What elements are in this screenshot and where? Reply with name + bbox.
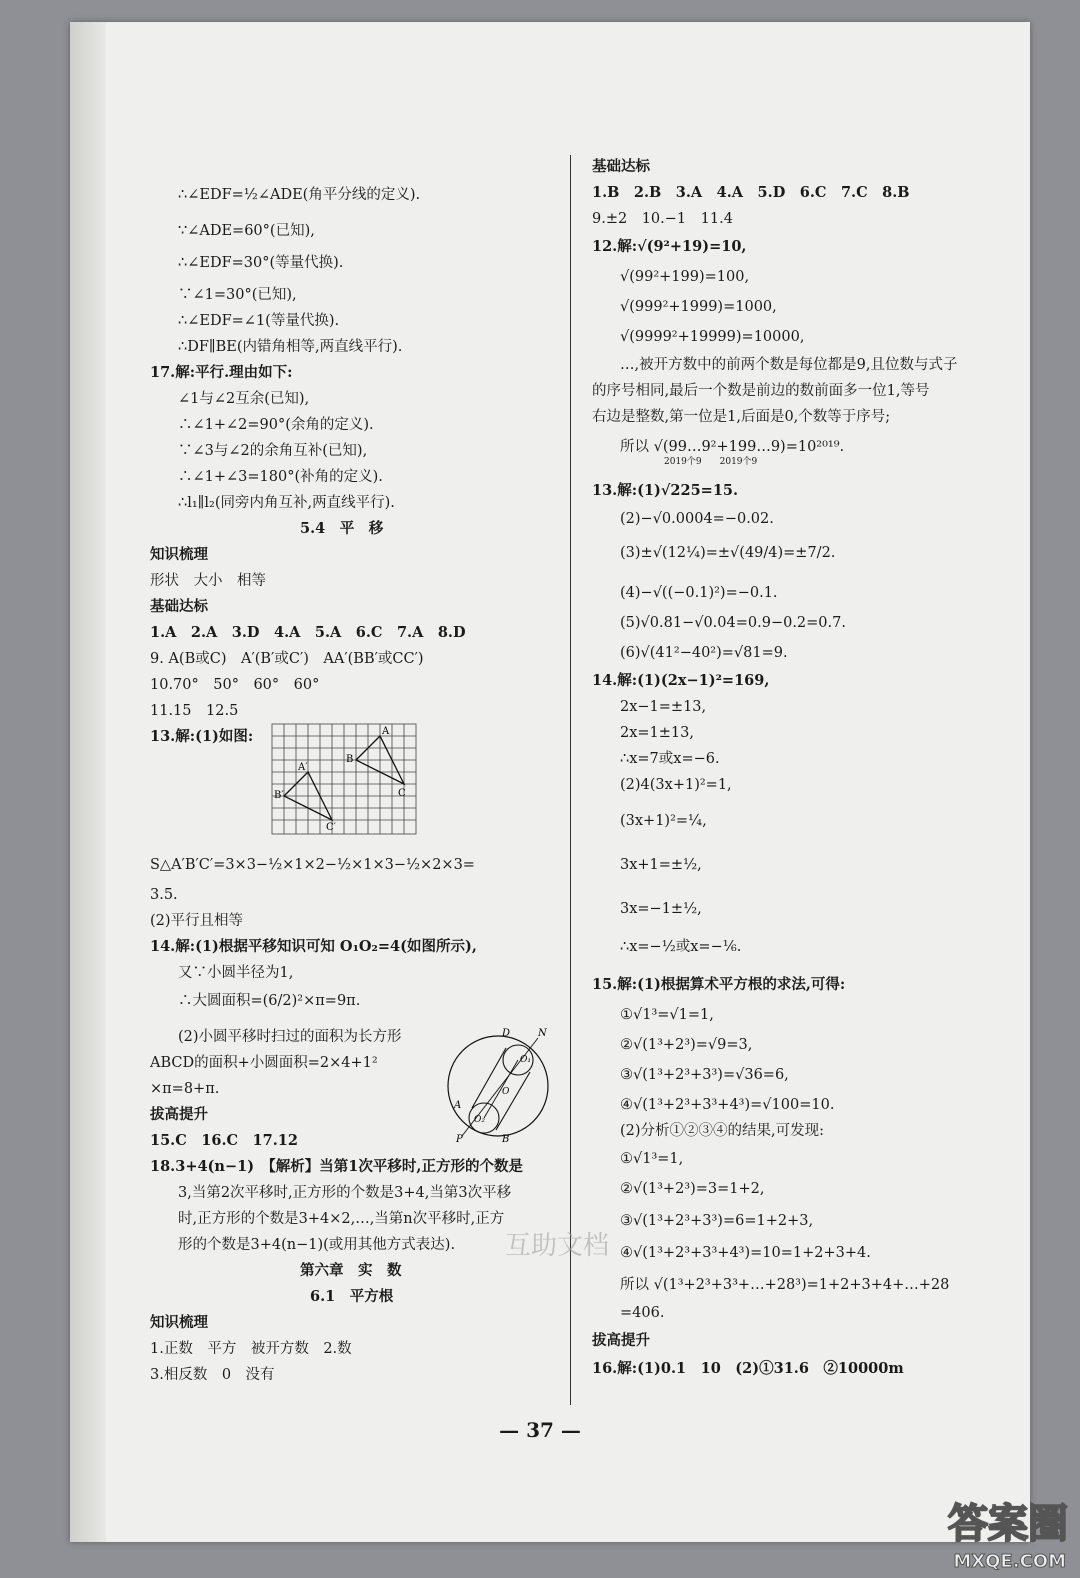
line: ④√(1³+2³+3³+4³)=10=1+2+3+4. <box>620 1245 871 1261</box>
line: ∴∠1+∠3=180°(补角的定义). <box>178 469 383 485</box>
section-title: 5.4 平 移 <box>300 520 384 537</box>
line: 18.3+4(n−1) 【解析】当第1次平移时,正方形的个数是 <box>150 1158 523 1175</box>
line: 的序号相同,最后一个数是前边的数前面多一位1,等号 <box>592 383 930 399</box>
line: 3x=−1±½, <box>620 901 702 917</box>
line: 所以 √(1³+2³+3³+…+28³)=1+2+3+4+…+28 <box>620 1277 950 1293</box>
line: ∠1与∠2互余(已知), <box>178 391 310 407</box>
line: 所以 √(99…9²+199…9)=10²⁰¹⁹. <box>620 439 845 455</box>
subheading: 知识梳理 <box>150 546 208 563</box>
label-o: O <box>502 1087 510 1097</box>
line: 3,当第2次平移时,正方形的个数是3+4,当第3次平移 <box>178 1185 512 1201</box>
line: (2)平行且相等 <box>150 913 244 929</box>
line: ①√1³=√1=1, <box>620 1007 714 1023</box>
label-b: B <box>346 754 354 765</box>
subheading: 拔高提升 <box>150 1106 208 1123</box>
line: ∴∠1+∠2=90°(余角的定义). <box>178 417 374 433</box>
logo-text: 答案圈 <box>948 1501 1068 1547</box>
label-a-prime: A′ <box>298 762 308 773</box>
label-c: C <box>398 788 406 799</box>
line: 时,正方形的个数是3+4×2,…,当第n次平移时,正方 <box>178 1211 505 1227</box>
label-a: A <box>382 726 390 737</box>
line: (5)√0.81−√0.04=0.9−0.2=0.7. <box>620 615 846 631</box>
line: √(999²+1999)=1000, <box>620 299 777 315</box>
line: …,被开方数中的前两个数是每位都是9,且位数与式子 <box>620 357 958 373</box>
line: ①√1³=1, <box>620 1151 684 1167</box>
line: (4)−√((−0.1)²)=−0.1. <box>620 585 778 601</box>
line: ∴大圆面积=(6/2)²×π=9π. <box>178 993 361 1009</box>
line: 10.70° 50° 60° 60° <box>150 677 320 693</box>
line: ×π=8+π. <box>150 1081 220 1097</box>
logo-url: MXQE.COM <box>953 1551 1066 1572</box>
line: ③√(1³+2³+3³)=√36=6, <box>620 1067 789 1083</box>
watermark: 互助文档 <box>505 1231 610 1261</box>
line: 11.15 12.5 <box>150 703 239 719</box>
line: ∴∠EDF=30°(等量代换). <box>178 255 344 271</box>
line: 3.5. <box>150 887 178 903</box>
site-logo <box>892 1492 1072 1572</box>
line: 14.解:(1)根据平移知识可知 O₁O₂=4(如图所示), <box>150 938 477 955</box>
line: (3x+1)²=¼, <box>620 813 707 829</box>
line: 12.解:√(9²+19)=10, <box>592 238 747 255</box>
line: (2)分析①②③④的结果,可发现: <box>620 1123 825 1139</box>
label-o1: O₁ <box>520 1055 531 1065</box>
label-o2: O₂ <box>474 1115 485 1125</box>
line: ∵∠ADE=60°(已知), <box>178 223 315 239</box>
line: √(99²+199)=100, <box>620 269 750 285</box>
line: 2x=1±13, <box>620 725 694 741</box>
page-number: — 37 — <box>499 1418 581 1442</box>
line: 13.解:(1)如图: <box>150 728 254 745</box>
line: √(9999²+19999)=10000, <box>620 329 805 345</box>
line: (3)±√(12¼)=±√(49/4)=±7/2. <box>620 545 836 561</box>
label-b: B <box>502 1134 510 1145</box>
line: 9.±2 10.−1 11.4 <box>592 211 733 227</box>
line: 右边是整数,第一位是1,后面是0,个数等于序号; <box>592 409 891 425</box>
line: 形状 大小 相等 <box>150 573 266 589</box>
line: ∴x=7或x=−6. <box>620 751 720 767</box>
line: ∴x=−½或x=−⅙. <box>620 939 742 955</box>
line: ④√(1³+2³+3³+4³)=√100=10. <box>620 1097 835 1113</box>
line: 15.C 16.C 17.12 <box>150 1132 298 1149</box>
label-a: A <box>454 1100 462 1111</box>
subheading: 基础达标 <box>592 158 650 175</box>
line: ∴∠EDF=½∠ADE(角平分线的定义). <box>178 187 421 203</box>
line: 14.解:(1)(2x−1)²=169, <box>592 672 770 689</box>
subheading: 知识梳理 <box>150 1314 208 1331</box>
line: =406. <box>620 1305 665 1321</box>
line: 1.正数 平方 被开方数 2.数 <box>150 1341 352 1357</box>
line: ②√(1³+2³)=√9=3, <box>620 1037 753 1053</box>
line: S△A′B′C′=3×3−½×1×2−½×1×3−½×2×3= <box>150 857 475 873</box>
line: ∴∠EDF=∠1(等量代换). <box>178 313 340 329</box>
line: 3x+1=±½, <box>620 857 702 873</box>
line: ∵∠3与∠2的余角互补(已知), <box>178 443 368 459</box>
line: 16.解:(1)0.1 10 (2)①31.6 ②10000m <box>592 1360 904 1377</box>
line: 又∵小圆半径为1, <box>178 965 294 981</box>
label-b-prime: B′ <box>274 790 284 801</box>
line: ∴l₁∥l₂(同旁内角互补,两直线平行). <box>178 495 395 511</box>
line: 2x−1=±13, <box>620 699 707 715</box>
chapter-title: 第六章 实 数 <box>300 1262 402 1279</box>
label-n: N <box>538 1028 547 1039</box>
line: (6)√(41²−40²)=√81=9. <box>620 645 788 661</box>
line: 形的个数是3+4(n−1)(或用其他方式表达). <box>178 1237 456 1253</box>
section-title: 6.1 平方根 <box>310 1288 394 1305</box>
line: ∴DF∥BE(内错角相等,两直线平行). <box>178 339 403 355</box>
line: 17.解:平行.理由如下: <box>150 364 293 381</box>
subheading: 基础达标 <box>150 598 208 615</box>
line-subscript: 2019个9 2019个9 <box>664 457 758 467</box>
label-c-prime: C′ <box>326 822 336 833</box>
line: 1.A 2.A 3.D 4.A 5.A 6.C 7.A 8.D <box>150 624 466 641</box>
line: (2)−√0.0004=−0.02. <box>620 511 774 527</box>
line: 3.相反数 0 没有 <box>150 1367 275 1383</box>
label-p: P <box>456 1134 463 1145</box>
line: ②√(1³+2³)=3=1+2, <box>620 1181 765 1197</box>
line: ∵∠1=30°(已知), <box>178 287 297 303</box>
line: (2)4(3x+1)²=1, <box>620 777 732 793</box>
line: ③√(1³+2³+3³)=6=1+2+3, <box>620 1213 814 1229</box>
line: 1.B 2.B 3.A 4.A 5.D 6.C 7.C 8.B <box>592 184 910 201</box>
line: 15.解:(1)根据算术平方根的求法,可得: <box>592 976 846 993</box>
line: 13.解:(1)√225=15. <box>592 482 739 499</box>
line: ABCD的面积+小圆面积=2×4+1² <box>150 1055 378 1071</box>
subheading: 拔高提升 <box>592 1332 650 1349</box>
line: 9. A(B或C) A′(B′或C′) AA′(BB′或CC′) <box>150 651 424 667</box>
label-d: D <box>502 1028 511 1039</box>
line: (2)小圆平移时扫过的面积为长方形 <box>178 1029 402 1045</box>
